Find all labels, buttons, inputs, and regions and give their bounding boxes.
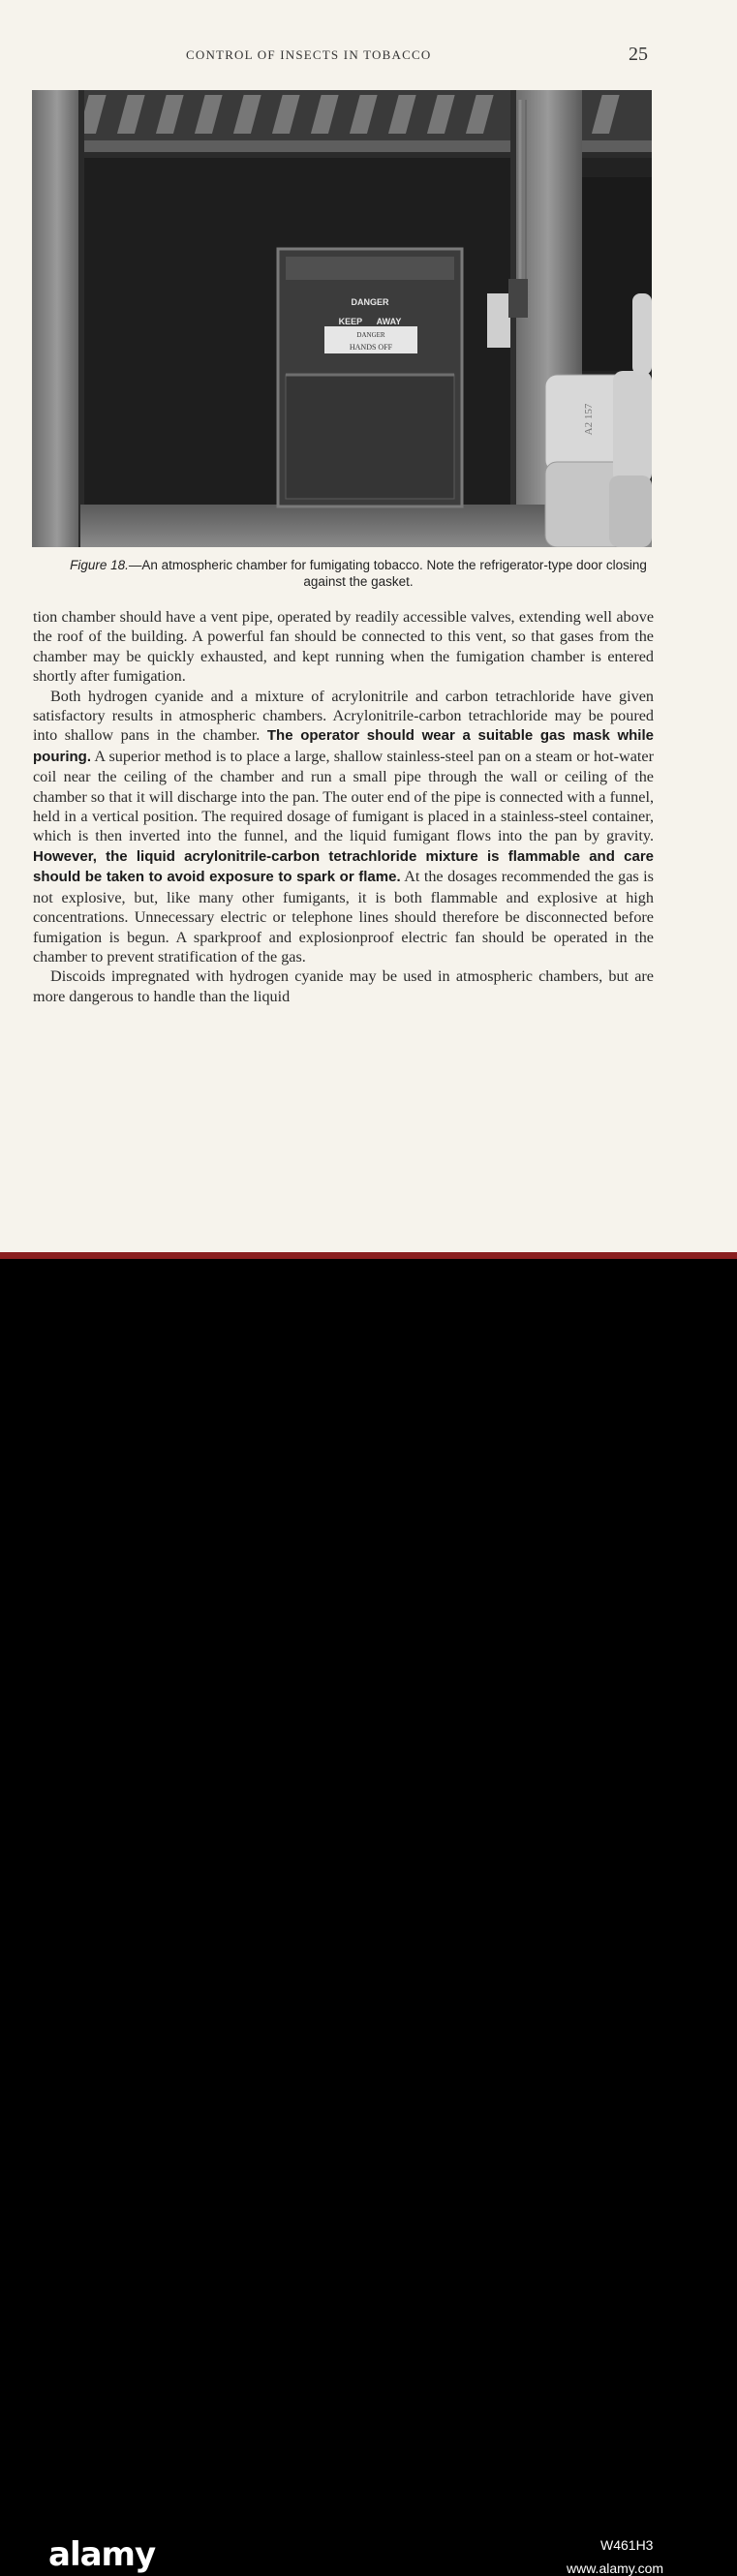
stock-footer — [0, 1259, 737, 2576]
document-page — [0, 0, 737, 1259]
caption-label: Figure 18. — [70, 558, 129, 572]
running-head: CONTROL OF INSECTS IN TOBACCO — [186, 47, 432, 62]
paragraph-2-part-c: A superior method is to place a large, shallow stainless-steel pan on a steam or hot-water coil near the ceiling of the chamber and run a small pipe through the wall or ceiling of the chamber so that it will discharge into the pan. The outer end of the pipe is connected with a funnel, held in a vertical position. The required dosage of fumigant is placed in a stainless-steel container, which is then inverted into the funnel, and the liquid fumigant flows into the pan by gravity. — [33, 747, 654, 845]
paragraph-1: tion chamber should have a vent pipe, operated by readily accessible valves, extending well above the roof of the building. A powerful fan should be connected to this vent, so that gases from the chamber may be quickly exhausted, and kept running when the fumigation chamber is entered shortly after fumigation. — [33, 608, 654, 686]
door-sign-danger: DANGER — [351, 297, 389, 307]
site-url: www.alamy.com — [567, 2561, 664, 2576]
door-sign-keep-away: KEEP AWAY — [338, 317, 402, 326]
body-text — [33, 607, 654, 1006]
placard-danger: DANGER — [356, 331, 385, 339]
page-header — [0, 46, 737, 66]
gas-mask-warning: The operator should wear a suitable gas mask while pouring. — [33, 727, 654, 765]
switch-box — [487, 293, 510, 348]
caption-text: —An atmospheric chamber for fumigating tobacco. Note the refrigerator-type door closing against the gasket. — [128, 558, 647, 589]
flammable-warning: However, the liquid acrylonitrile-carbon tetrachloride mixture is flammable and care should be taken to avoid exposure to spark or flame. — [33, 847, 654, 886]
alamy-logo: alamy — [48, 2535, 156, 2574]
stock-image-id: W461H3 — [600, 2537, 654, 2553]
paragraph-2-part-e: At the dosages recommended the gas is not explosive, but, like many other fumigants, it is both flammable and explosive at high concentrations. Unnecessary electric or telephone lines should therefore be disconnected before fumigation is begun. A sparkproof and explosionproof electric fan should be operated in the chamber to prevent stratification of the gas. — [33, 868, 654, 966]
paragraph-2-part-a: Both hydrogen cyanide and a mixture of acrylonitrile and carbon tetrachloride have given satisfactory results in atmospheric chambers. Acrylonitrile-carbon tetrachloride may be poured into shallow pans in the chamber. — [33, 687, 654, 745]
page-number: 25 — [629, 44, 648, 65]
paragraph-3: Discoids impregnated with hydrogen cyanide may be used in atmospheric chambers, but are more dangerous to handle than the liquid — [33, 967, 654, 1005]
bale-marking: A2 157 — [583, 403, 595, 436]
paragraph-2 — [33, 687, 654, 967]
figure-caption — [58, 557, 659, 590]
page-edge — [0, 1252, 737, 1259]
figure-photo — [32, 90, 652, 547]
chamber-door — [278, 249, 462, 506]
placard-hands-off: HANDS OFF — [349, 343, 393, 352]
